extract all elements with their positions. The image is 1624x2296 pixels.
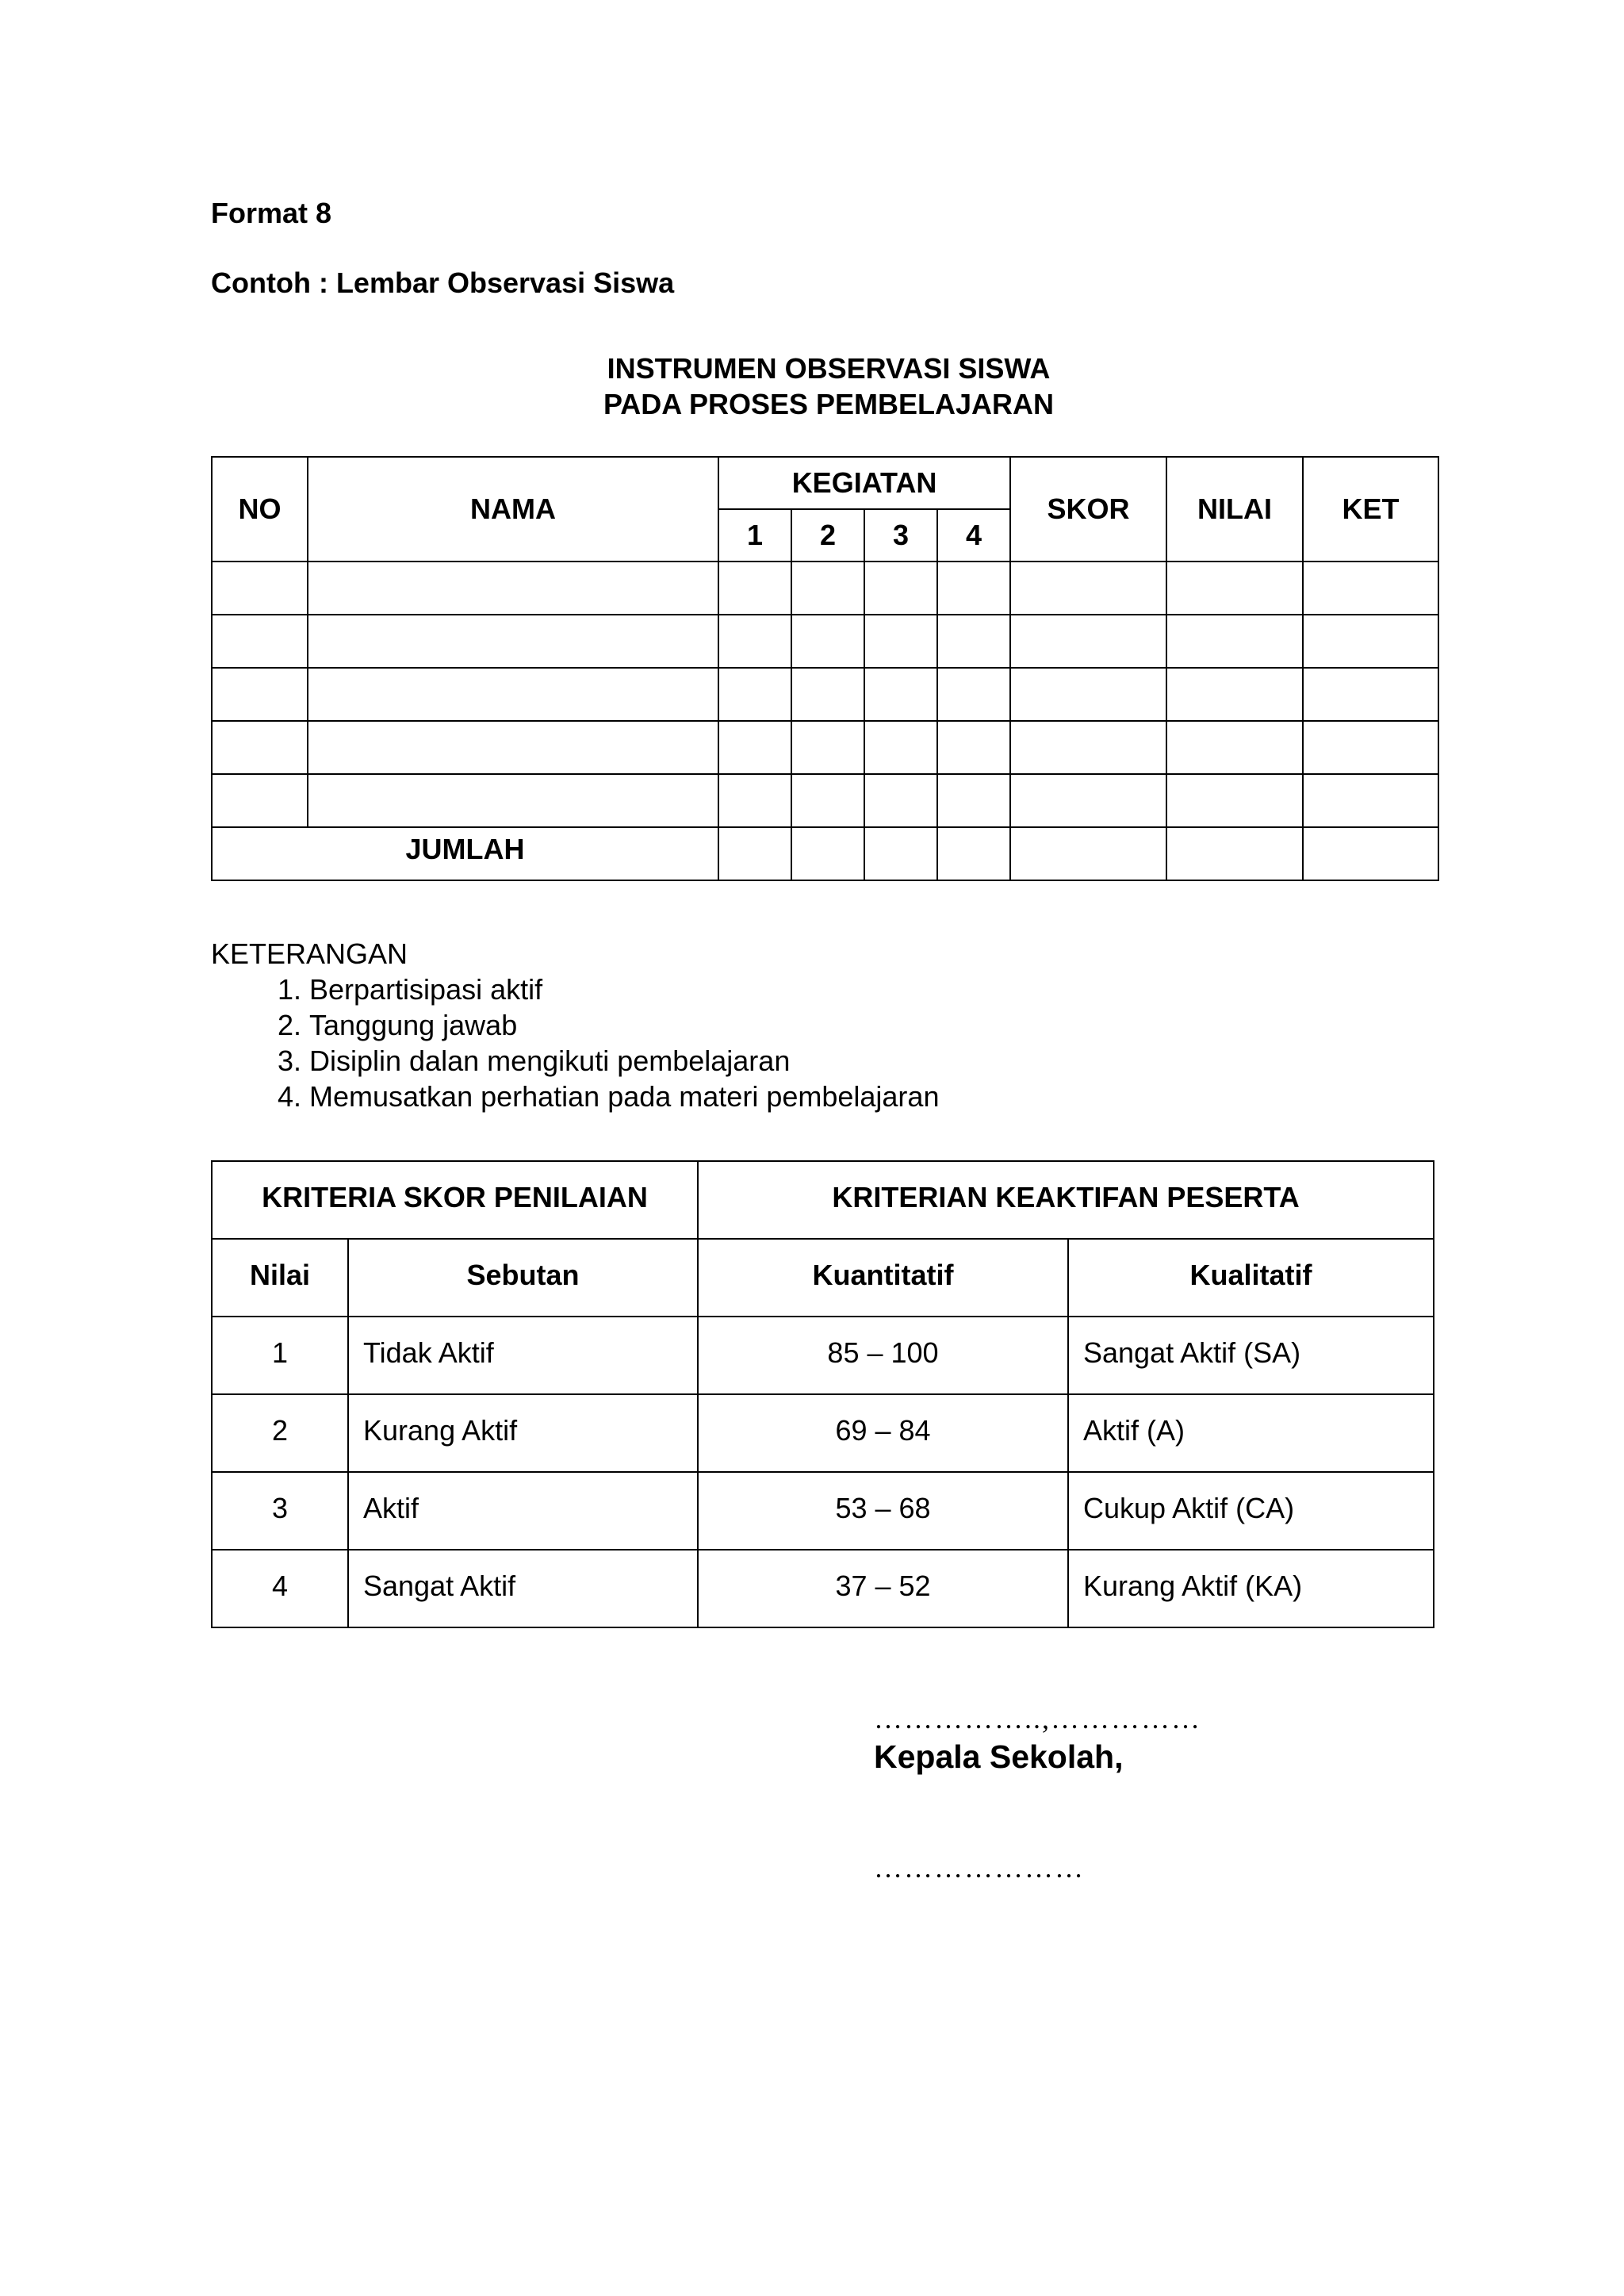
cell-skor[interactable] [1010, 721, 1166, 774]
cell-kualitatif: Sangat Aktif (SA) [1068, 1317, 1434, 1394]
cell-nilai[interactable] [1166, 615, 1303, 668]
cell-sebutan: Sangat Aktif [348, 1550, 698, 1627]
total-skor[interactable] [1010, 827, 1166, 880]
cell-kuantitatif: 53 – 68 [698, 1472, 1068, 1550]
cell-sebutan: Tidak Aktif [348, 1317, 698, 1394]
cell-kualitatif: Cukup Aktif (CA) [1068, 1472, 1434, 1550]
cell-ket[interactable] [1303, 562, 1438, 615]
cell-no[interactable] [212, 615, 308, 668]
legend-list [211, 972, 939, 1114]
criteria-activity-header: KRITERIAN KEAKTIFAN PESERTA [698, 1161, 1434, 1239]
cell-sebutan: Aktif [348, 1472, 698, 1550]
kegiatan-sub-4: 4 [937, 509, 1010, 562]
cell-nilai[interactable] [1166, 562, 1303, 615]
legend-item: 2. Tanggung jawab [309, 1007, 939, 1043]
cell-sebutan: Kurang Aktif [348, 1394, 698, 1472]
table-row [212, 562, 1438, 615]
signature-role: Kepala Sekolah, [874, 1738, 1124, 1775]
col-no-header: NO [212, 457, 308, 562]
cell-k1[interactable] [718, 774, 791, 827]
cell-k2[interactable] [791, 562, 864, 615]
format-label: Format 8 [211, 197, 332, 229]
total-label: JUMLAH [212, 827, 718, 880]
cell-k4[interactable] [937, 721, 1010, 774]
total-k1[interactable] [718, 827, 791, 880]
col-nilai-header: Nilai [212, 1239, 348, 1317]
example-label: Contoh : Lembar Observasi Siswa [211, 266, 675, 299]
cell-k1[interactable] [718, 721, 791, 774]
table-row [212, 721, 1438, 774]
cell-k3[interactable] [864, 721, 937, 774]
col-kuantitatif-header: Kuantitatif [698, 1239, 1068, 1317]
cell-nilai: 4 [212, 1550, 348, 1627]
cell-k1[interactable] [718, 668, 791, 721]
observation-table [211, 456, 1439, 881]
col-kualitatif-header: Kualitatif [1068, 1239, 1434, 1317]
kegiatan-sub-3: 3 [864, 509, 937, 562]
cell-k4[interactable] [937, 774, 1010, 827]
cell-k3[interactable] [864, 774, 937, 827]
col-nama-header: NAMA [308, 457, 718, 562]
cell-nilai[interactable] [1166, 721, 1303, 774]
signature-name-line: ………………… [874, 1852, 1085, 1884]
table-row [212, 774, 1438, 827]
cell-nama[interactable] [308, 562, 718, 615]
table-row [212, 1472, 1434, 1550]
cell-k4[interactable] [937, 562, 1010, 615]
table-row [212, 615, 1438, 668]
cell-skor[interactable] [1010, 668, 1166, 721]
cell-nama[interactable] [308, 774, 718, 827]
table-row [212, 668, 1438, 721]
legend-item: 4. Memusatkan perhatian pada materi pembelajaran [309, 1079, 939, 1114]
cell-nama[interactable] [308, 721, 718, 774]
title-line-2: PADA PROSES PEMBELAJARAN [603, 388, 1055, 420]
legend-item: 3. Disiplin dalan mengikuti pembelajaran [309, 1043, 939, 1079]
cell-k2[interactable] [791, 721, 864, 774]
cell-no[interactable] [212, 774, 308, 827]
cell-k3[interactable] [864, 668, 937, 721]
cell-ket[interactable] [1303, 615, 1438, 668]
cell-k4[interactable] [937, 668, 1010, 721]
legend-title: KETERANGAN [211, 937, 408, 970]
total-k3[interactable] [864, 827, 937, 880]
cell-skor[interactable] [1010, 562, 1166, 615]
cell-nilai: 1 [212, 1317, 348, 1394]
title-line-1: INSTRUMEN OBSERVASI SISWA [607, 352, 1051, 385]
cell-nama[interactable] [308, 668, 718, 721]
cell-nilai: 2 [212, 1394, 348, 1472]
cell-kuantitatif: 85 – 100 [698, 1317, 1068, 1394]
cell-kuantitatif: 69 – 84 [698, 1394, 1068, 1472]
cell-k3[interactable] [864, 562, 937, 615]
total-ket[interactable] [1303, 827, 1438, 880]
cell-k2[interactable] [791, 668, 864, 721]
cell-ket[interactable] [1303, 774, 1438, 827]
total-nilai[interactable] [1166, 827, 1303, 880]
cell-k3[interactable] [864, 615, 937, 668]
cell-skor[interactable] [1010, 615, 1166, 668]
cell-nilai[interactable] [1166, 668, 1303, 721]
col-nilai-header: NILAI [1166, 457, 1303, 562]
table-row [212, 1550, 1434, 1627]
legend [211, 936, 939, 1114]
kegiatan-sub-2: 2 [791, 509, 864, 562]
cell-nilai: 3 [212, 1472, 348, 1550]
kegiatan-sub-1: 1 [718, 509, 791, 562]
total-row [212, 827, 1438, 880]
cell-k2[interactable] [791, 774, 864, 827]
col-skor-header: SKOR [1010, 457, 1166, 562]
cell-kualitatif: Kurang Aktif (KA) [1068, 1550, 1434, 1627]
cell-ket[interactable] [1303, 668, 1438, 721]
cell-k2[interactable] [791, 615, 864, 668]
cell-nama[interactable] [308, 615, 718, 668]
criteria-score-header: KRITERIA SKOR PENILAIAN [212, 1161, 698, 1239]
cell-kualitatif: Aktif (A) [1068, 1394, 1434, 1472]
cell-k1[interactable] [718, 562, 791, 615]
legend-item: 1. Berpartisipasi aktif [309, 972, 939, 1007]
col-sebutan-header: Sebutan [348, 1239, 698, 1317]
cell-no[interactable] [212, 668, 308, 721]
cell-no[interactable] [212, 562, 308, 615]
signature-date-line: ……………..,…………… [874, 1703, 1201, 1734]
document-title [0, 351, 1624, 422]
total-k2[interactable] [791, 827, 864, 880]
cell-k1[interactable] [718, 615, 791, 668]
cell-k4[interactable] [937, 615, 1010, 668]
cell-kuantitatif: 37 – 52 [698, 1550, 1068, 1627]
cell-nilai[interactable] [1166, 774, 1303, 827]
total-k4[interactable] [937, 827, 1010, 880]
cell-no[interactable] [212, 721, 308, 774]
table-row [212, 1317, 1434, 1394]
cell-skor[interactable] [1010, 774, 1166, 827]
criteria-table [211, 1160, 1434, 1628]
cell-ket[interactable] [1303, 721, 1438, 774]
col-kegiatan-header: KEGIATAN [718, 457, 1010, 509]
table-row [212, 1394, 1434, 1472]
col-ket-header: KET [1303, 457, 1438, 562]
